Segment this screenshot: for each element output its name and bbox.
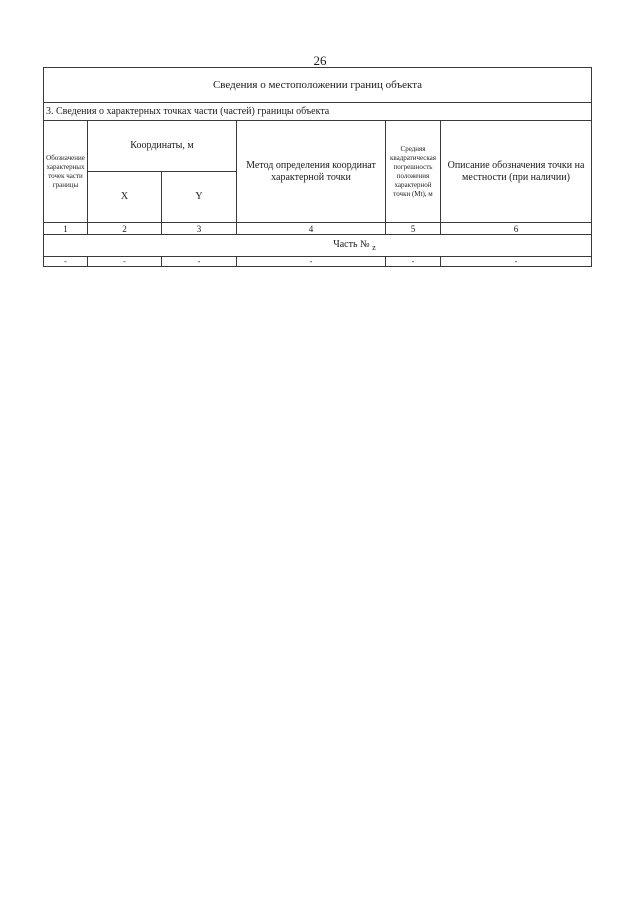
- part-row: [44, 235, 592, 257]
- column-number-5: 5: [386, 223, 441, 235]
- header-coordinates: Координаты, м: [88, 121, 237, 172]
- header-method: Метод определения координат характерной точки: [237, 121, 386, 223]
- dash-cell-1: -: [44, 257, 88, 267]
- header-mean-error: Средняя квадратическая погрешность положения характерной точки (Mt), м: [386, 121, 441, 223]
- header-x: X: [88, 172, 162, 223]
- dash-cell-4: -: [237, 257, 386, 267]
- dash-cell-6: -: [441, 257, 592, 267]
- characteristic-points-table: [43, 67, 592, 267]
- column-number-6: 6: [441, 223, 592, 235]
- page-number: 26: [313, 53, 327, 68]
- dash-cell-5: -: [386, 257, 441, 267]
- dash-cell-2: -: [88, 257, 162, 267]
- dash-cell-3: -: [162, 257, 237, 267]
- header-y: Y: [162, 172, 237, 223]
- column-number-4: 4: [237, 223, 386, 235]
- part-number: z: [372, 243, 376, 252]
- part-label: Часть №: [333, 239, 370, 250]
- header-point-designation: Обозначение характерных точек части границы: [44, 121, 88, 223]
- subsection-title: 3. Сведения о характерных точках части (частей) границы объекта: [44, 103, 592, 121]
- header-description: Описание обозначения точки на местности (при наличии): [441, 121, 592, 223]
- column-number-3: 3: [162, 223, 237, 235]
- column-number-1: 1: [44, 223, 88, 235]
- column-number-2: 2: [88, 223, 162, 235]
- section-title: Сведения о местоположении границ объекта: [44, 68, 592, 103]
